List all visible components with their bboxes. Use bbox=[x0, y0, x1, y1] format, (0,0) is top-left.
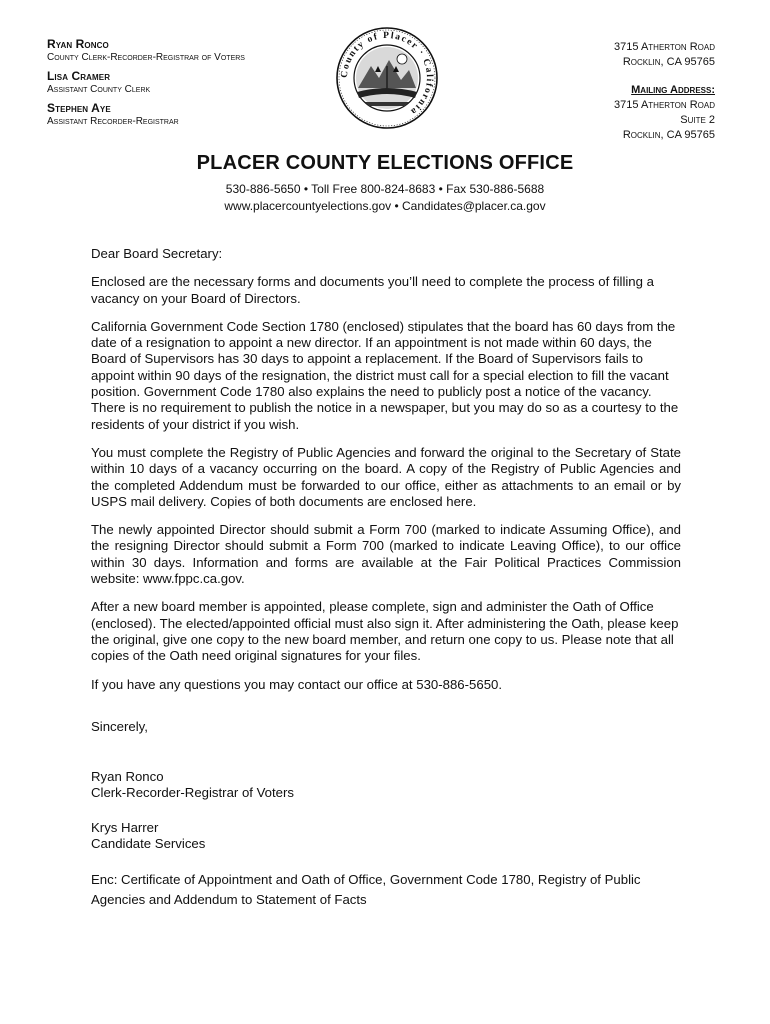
signature-block-2 bbox=[91, 820, 681, 853]
mailing-city: Rocklin, CA 95765 bbox=[622, 129, 715, 141]
signer-title: Candidate Services bbox=[91, 836, 206, 852]
letter-body bbox=[91, 246, 681, 922]
enclosures: Enc: Certificate of Appointment and Oath of Office, Government Code 1780, Registry of Public Agencies and Addendum to Statement of Facts bbox=[91, 872, 641, 908]
salutation: Dear Board Secretary: bbox=[91, 246, 223, 261]
signer-name: Krys Harrer bbox=[91, 819, 159, 835]
official-title: County Clerk-Recorder-Registrar of Voters bbox=[47, 52, 245, 63]
official-lisa-cramer bbox=[47, 70, 245, 96]
official-title: Assistant Recorder-Registrar bbox=[47, 116, 179, 127]
mailing-street: 3715 Atherton Road bbox=[614, 99, 715, 111]
county-seal-icon bbox=[335, 26, 439, 130]
mailing-suite: Suite 2 bbox=[680, 114, 715, 126]
page-title: PLACER COUNTY ELECTIONS OFFICE bbox=[196, 152, 574, 174]
contact-phones: 530-886-5650 • Toll Free 800-824-8683 • Fax 530-886-5688 bbox=[225, 182, 545, 196]
official-name: Stephen Aye bbox=[47, 101, 111, 115]
street-address: 3715 Atherton Road bbox=[614, 41, 715, 53]
city-state-zip: Rocklin, CA 95765 bbox=[622, 56, 715, 68]
signer-title: Clerk-Recorder-Registrar of Voters bbox=[91, 785, 295, 801]
mailing-address-label: Mailing Address: bbox=[631, 84, 715, 96]
signer-name: Ryan Ronco bbox=[91, 769, 164, 785]
paragraph-2: California Government Code Section 1780 (enclosed) stipulates that the board has 60 days from the date of a resignation to appoint a new director. If an appointment is not made within 60 days, the Board of Supervisors has 30 days to appoint a replacement. If the Board of Supervisors fails to appoint within 90 days of the resignation, the district must call for a special election to fill the vacant position. Government Code 1780 also explains the need to publicly post a notice of the vacancy. There is no requirement to publish the notice in a newspaper, but you may do so as a courtesy to the residents of your district if you wish. bbox=[91, 318, 679, 432]
paragraph-1: Enclosed are the necessary forms and documents you’ll need to complete the process of filling a vacancy on your Board of Directors. bbox=[91, 274, 654, 306]
paragraph-5: After a new board member is appointed, please complete, sign and administer the Oath of Office (enclosed). The elected/appointed official must also sign it. After administering the Oath, please keep the original, give one copy to the new board member, and return one copy to us. Please note that all copies of the Oath need original signatures for your files. bbox=[91, 599, 679, 664]
official-stephen-aye bbox=[47, 102, 245, 128]
seal-text: County of Placer · California bbox=[339, 30, 435, 117]
officials-list bbox=[47, 38, 245, 134]
contact-info bbox=[0, 181, 770, 215]
paragraph-6: If you have any questions you may contact our office at 530-886-5650. bbox=[91, 676, 503, 692]
office-address bbox=[614, 40, 715, 143]
signature-block-1 bbox=[91, 769, 681, 802]
contact-web-email: www.placercountyelections.gov • Candidates@placer.ca.gov bbox=[224, 199, 546, 213]
closing: Sincerely, bbox=[91, 718, 148, 734]
paragraph-4: The newly appointed Director should submit a Form 700 (marked to indicate Assuming Office), and the resigning Director should submit a Form 700 (marked to indicate Leaving Office), to our office within 30 days. Information and forms are available at the Fair Political Practices Commission website: www.fppc.ca.gov. bbox=[91, 522, 681, 587]
official-name: Lisa Cramer bbox=[47, 69, 111, 83]
official-name: Ryan Ronco bbox=[47, 37, 109, 51]
official-title: Assistant County Clerk bbox=[47, 84, 151, 95]
official-ryan-ronco bbox=[47, 38, 245, 64]
paragraph-3: You must complete the Registry of Public Agencies and forward the original to the Secretary of State within 10 days of a vacancy occurring on the board. A copy of the Registry of Public Agencies and the completed Addendum must be forwarded to our office, either as attachments to an email or by USPS mail delivery. Copies of both documents are enclosed here. bbox=[91, 444, 681, 509]
